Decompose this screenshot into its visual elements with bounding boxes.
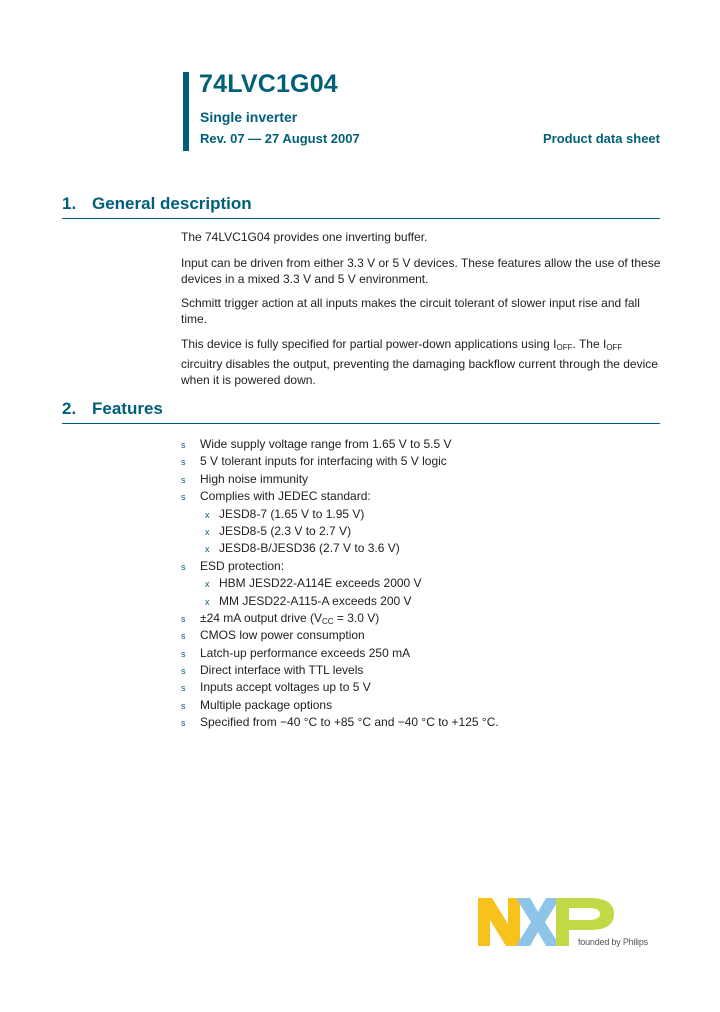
list-item [181,679,661,696]
subscript: OFF [556,343,573,352]
text-run: ±24 mA output drive (V [200,610,322,625]
list-item-text: Latch-up performance exceeds 250 mA [200,645,411,660]
bullet-icon: s [181,440,186,450]
list-item [181,627,661,644]
list-item [181,436,661,453]
sub-bullet-icon: x [205,509,210,520]
logo-tagline: founded by Philips [578,937,648,947]
bullet-icon: s [181,718,186,729]
sub-list-item [181,540,661,557]
list-item-text: HBM JESD22-A114E exceeds 2000 V [219,576,422,591]
list-item [181,714,661,731]
sub-bullet-icon: x [205,526,210,537]
logo-letter-x [516,898,560,946]
bullet-icon: s [181,561,186,572]
logo-letter-n [478,898,520,946]
bullet-icon: s [181,492,186,503]
bullet-icon: s [181,613,186,624]
sub-list-item [181,506,661,523]
paragraph-text: when it is powered down. [181,373,316,387]
section-title: Features [92,399,163,418]
list-item-text: High noise immunity [200,471,309,486]
list-item-text: JESD8-B/JESD36 (2.7 V to 3.6 V) [219,541,400,556]
section-number: 1. [62,194,77,213]
paragraph [181,255,661,287]
list-item-text: JESD8-7 (1.65 V to 1.95 V) [219,506,365,521]
bullet-icon: s [181,700,186,711]
list-item [181,645,661,662]
list-item-text: Multiple package options [200,697,333,712]
paragraph-text: Input can be driven from either 3.3 V or 5 V devices. These features allow the use of these [181,256,661,270]
header-accent-bar [183,72,189,151]
list-item [181,488,661,505]
bullet-icon: s [181,631,186,642]
bullet-icon: s [181,457,186,468]
list-item-text: 5 V tolerant inputs for interfacing with 5 V logic [200,454,447,469]
list-item [181,558,661,575]
paragraph-text: Schmitt trigger action at all inputs makes the circuit tolerant of slower input rise and fall [181,296,640,310]
paragraph [181,336,661,388]
section-title: General description [92,194,252,213]
sub-list-item [181,593,661,610]
text-run: = 3.0 V) [333,610,380,625]
section-number: 2. [62,399,77,418]
list-item [181,453,661,470]
text-run: This device is fully specified for partial power-down applications using I [181,337,557,351]
text-run: . The I [572,337,607,351]
sub-list-item [181,523,661,540]
sub-list-item [181,575,661,592]
bullet-icon: s [181,648,186,659]
section-heading-features [62,399,660,424]
document-title: 74LVC1G04 [199,70,338,98]
paragraph-text: circuitry disables the output, preventing the damaging backflow current through the device [181,357,658,371]
features-list [181,436,661,732]
list-item-text: MM JESD22-A115-A exceeds 200 V [219,593,412,608]
sub-bullet-icon: x [205,544,210,555]
subscript: OFF [606,343,623,352]
paragraph [181,229,661,245]
list-item-text: CMOS low power consumption [200,628,365,643]
list-item-text: Wide supply voltage range from 1.65 V to 5.5 V [200,437,452,451]
bullet-icon: s [181,666,186,677]
paragraph [181,295,661,327]
list-item [181,610,661,627]
list-item-text: Specified from −40 °C to +85 °C and −40 °C to +125 °C. [200,715,499,730]
paragraph-text: The 74LVC1G04 provides one inverting buffer. [181,230,428,244]
paragraph-text: time. [181,312,208,326]
section-heading-general-description [62,194,660,219]
revision-info: Rev. 07 — 27 August 2007 [200,131,360,146]
list-item-text: Inputs accept voltages up to 5 V [200,680,371,695]
subscript: CC [321,616,334,626]
list-item-text: Complies with JEDEC standard: [200,489,371,504]
paragraph-text: devices in a mixed 3.3 V and 5 V environment. [181,272,429,286]
document-type: Product data sheet [542,131,660,146]
sub-bullet-icon: x [205,596,210,607]
list-item-text: JESD8-5 (2.3 V to 2.7 V) [219,523,352,538]
list-item [181,662,661,679]
list-item-text: Direct interface with TTL levels [200,663,364,678]
bullet-icon: s [181,683,186,694]
document-subtitle: Single inverter [200,109,298,125]
list-item-text: ESD protection: [200,558,285,573]
list-item [181,471,661,488]
bullet-icon: s [181,474,186,485]
list-item [181,697,661,714]
sub-bullet-icon: x [205,579,210,590]
paragraph-line [181,336,661,356]
